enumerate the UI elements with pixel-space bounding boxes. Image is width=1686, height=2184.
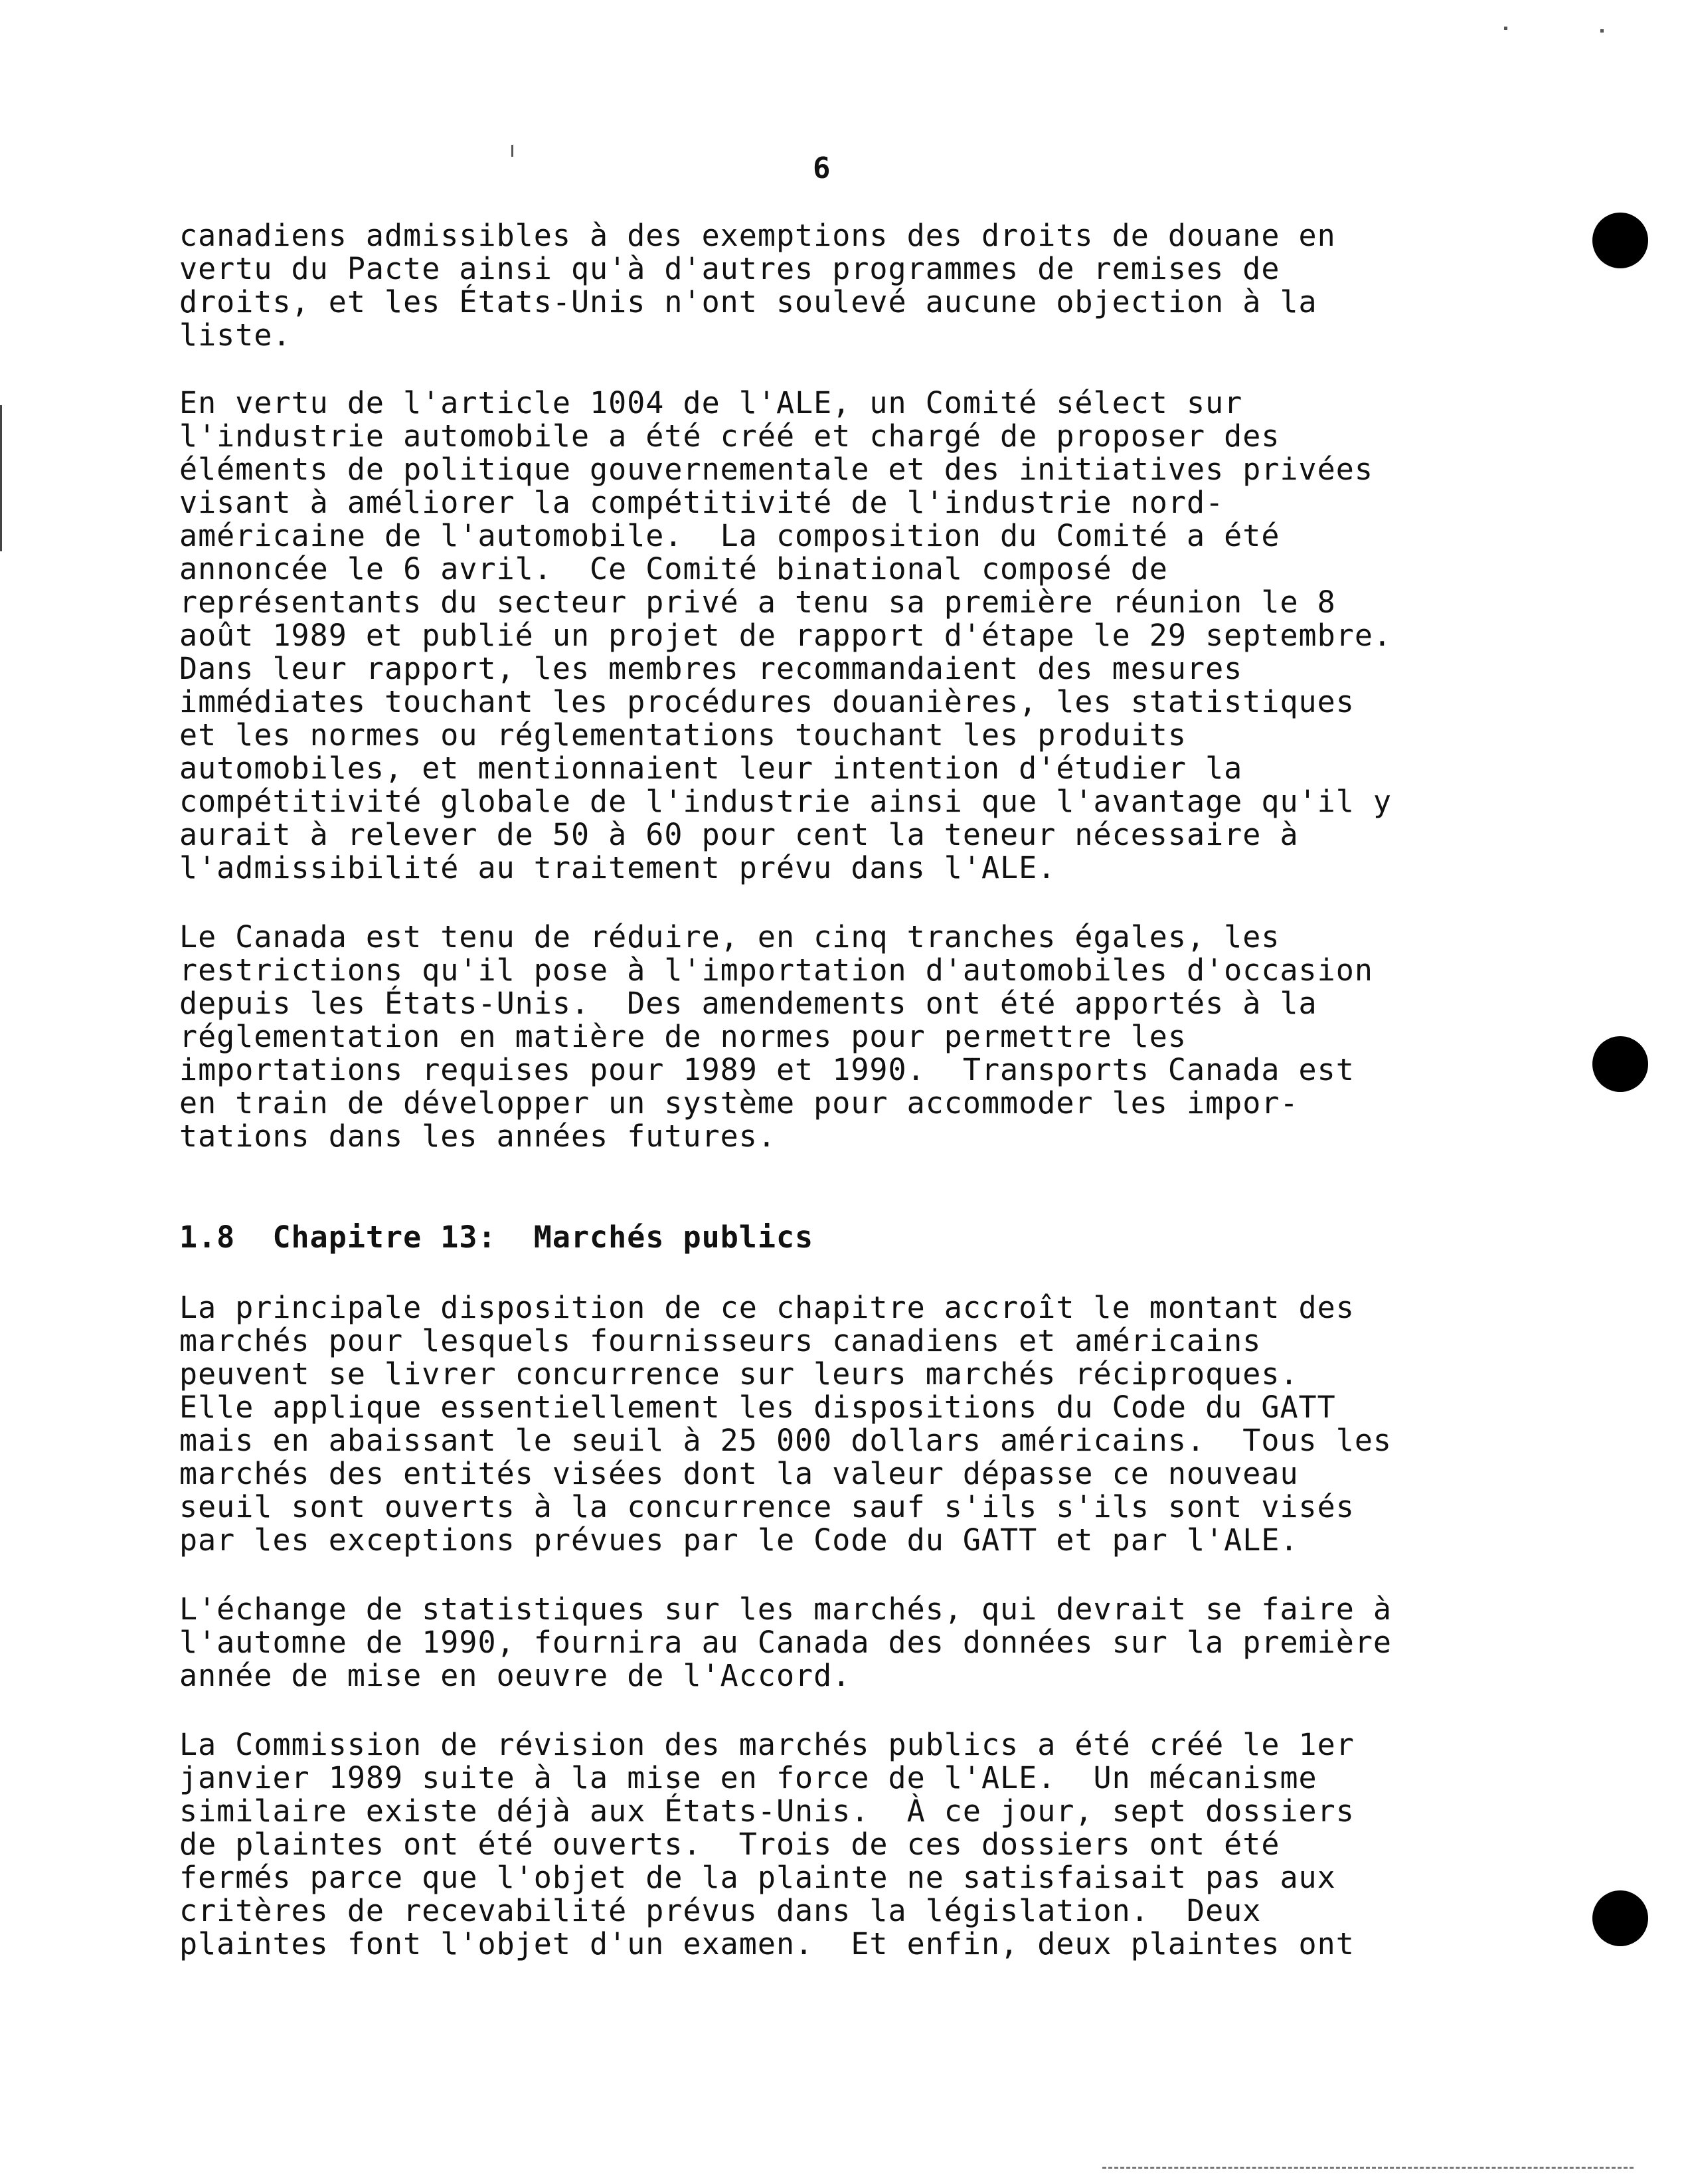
text-line: La Commission de révision des marchés publics a été créé le 1er <box>179 1727 1355 1762</box>
text-line: et les normes ou réglementations touchant les produits <box>179 717 1187 753</box>
scan-speck <box>1600 29 1604 33</box>
text-line: Le Canada est tenu de réduire, en cinq tranches égales, les <box>179 919 1280 955</box>
punch-hole-bottom <box>1592 1890 1648 1946</box>
text-line: année de mise en oeuvre de l'Accord. <box>179 1658 851 1693</box>
text-line: En vertu de l'article 1004 de l'ALE, un Comité sélect sur <box>179 385 1243 420</box>
text-line: depuis les États-Unis. Des amendements ont été apportés à la <box>179 986 1317 1021</box>
text-line: compétitivité globale de l'industrie ainsi que l'avantage qu'il y <box>179 784 1392 819</box>
scan-bottom-edge <box>1102 2167 1634 2169</box>
text-line: plaintes font l'objet d'un examen. Et enfin, deux plaintes ont <box>179 1926 1355 1961</box>
text-line: marchés pour lesquels fournisseurs canadiens et américains <box>179 1323 1262 1358</box>
section-heading <box>179 1221 1507 1254</box>
text-line: peuvent se livrer concurrence sur leurs marchés réciproques. <box>179 1356 1299 1392</box>
text-line: restrictions qu'il pose à l'importation d'automobiles d'occasion <box>179 953 1373 988</box>
text-line: par les exceptions prévues par le Code du GATT et par l'ALE. <box>179 1522 1299 1558</box>
text-line: similaire existe déjà aux États-Unis. À ce jour, sept dossiers <box>179 1793 1355 1829</box>
text-line: janvier 1989 suite à la mise en force de l'ALE. Un mécanisme <box>179 1760 1317 1795</box>
text-line: l'automne de 1990, fournira au Canada des données sur la première <box>179 1625 1392 1660</box>
text-line: Dans leur rapport, les membres recommandaient des mesures <box>179 651 1243 686</box>
paragraph-commission-revision <box>179 1728 1507 1961</box>
page-number: 6 <box>813 151 831 185</box>
text-line: annoncée le 6 avril. Ce Comité binational composé de <box>179 551 1168 587</box>
section-number: 1.8 <box>179 1220 236 1255</box>
section-title: Marchés publics <box>533 1220 814 1255</box>
text-line: représentants du secteur privé a tenu sa première réunion le 8 <box>179 585 1336 620</box>
punch-hole-top <box>1592 213 1648 268</box>
text-line: liste. <box>179 318 292 353</box>
text-line: critères de recevabilité prévus dans la législation. Deux <box>179 1893 1262 1928</box>
text-line: seuil sont ouverts à la concurrence sauf s'ils s'ils sont visés <box>179 1489 1355 1524</box>
text-line: tations dans les années futures. <box>179 1119 776 1154</box>
text-line: La principale disposition de ce chapitre accroît le montant des <box>179 1290 1355 1325</box>
text-line: fermés parce que l'objet de la plainte ne satisfaisait pas aux <box>179 1860 1336 1895</box>
scan-speck <box>1504 27 1507 30</box>
text-line: droits, et les États-Unis n'ont soulevé aucune objection à la <box>179 284 1317 319</box>
text-line: vertu du Pacte ainsi qu'à d'autres programmes de remises de <box>179 251 1280 286</box>
text-line: aurait à relever de 50 à 60 pour cent la teneur nécessaire à <box>179 817 1299 852</box>
text-line: immédiates touchant les procédures douanières, les statistiques <box>179 684 1355 719</box>
scan-margin-bar <box>0 405 2 551</box>
section-chapter: Chapitre 13: <box>272 1220 497 1255</box>
text-line: visant à améliorer la compétitivité de l'industrie nord- <box>179 485 1224 520</box>
text-line: de plaintes ont été ouverts. Trois de ces dossiers ont été <box>179 1827 1280 1862</box>
paragraph-comite-select <box>179 387 1507 885</box>
text-line: importations requises pour 1989 et 1990. Transports Canada est <box>179 1052 1355 1087</box>
paragraph-principale-disposition <box>179 1291 1507 1557</box>
text-line: canadiens admissibles à des exemptions des droits de douane en <box>179 218 1336 253</box>
text-line: marchés des entités visées dont la valeur dépasse ce nouveau <box>179 1456 1299 1491</box>
text-line: août 1989 et publié un projet de rapport d'étape le 29 septembre. <box>179 618 1392 653</box>
punch-hole-middle <box>1592 1036 1648 1092</box>
text-line: L'échange de statistiques sur les marchés, qui devrait se faire à <box>179 1592 1392 1627</box>
text-line: réglementation en matière de normes pour permettre les <box>179 1019 1187 1054</box>
paragraph-automobiles-occasion <box>179 921 1507 1153</box>
text-line: l'industrie automobile a été créé et chargé de proposer des <box>179 418 1280 454</box>
text-line: américaine de l'automobile. La composition du Comité a été <box>179 518 1280 553</box>
paragraph-echange-statistiques <box>179 1593 1507 1692</box>
scan-speck <box>511 145 513 157</box>
text-line: éléments de politique gouvernementale et des initiatives privées <box>179 452 1373 487</box>
paragraph-pacte-continuation <box>179 219 1507 352</box>
text-line: l'admissibilité au traitement prévu dans l'ALE. <box>179 850 1056 885</box>
text-line: Elle applique essentiellement les dispositions du Code du GATT <box>179 1390 1336 1425</box>
text-line: automobiles, et mentionnaient leur intention d'étudier la <box>179 751 1243 786</box>
text-line: mais en abaissant le seuil à 25 000 dollars américains. Tous les <box>179 1423 1392 1458</box>
text-line: en train de développer un système pour accommoder les impor- <box>179 1085 1299 1121</box>
